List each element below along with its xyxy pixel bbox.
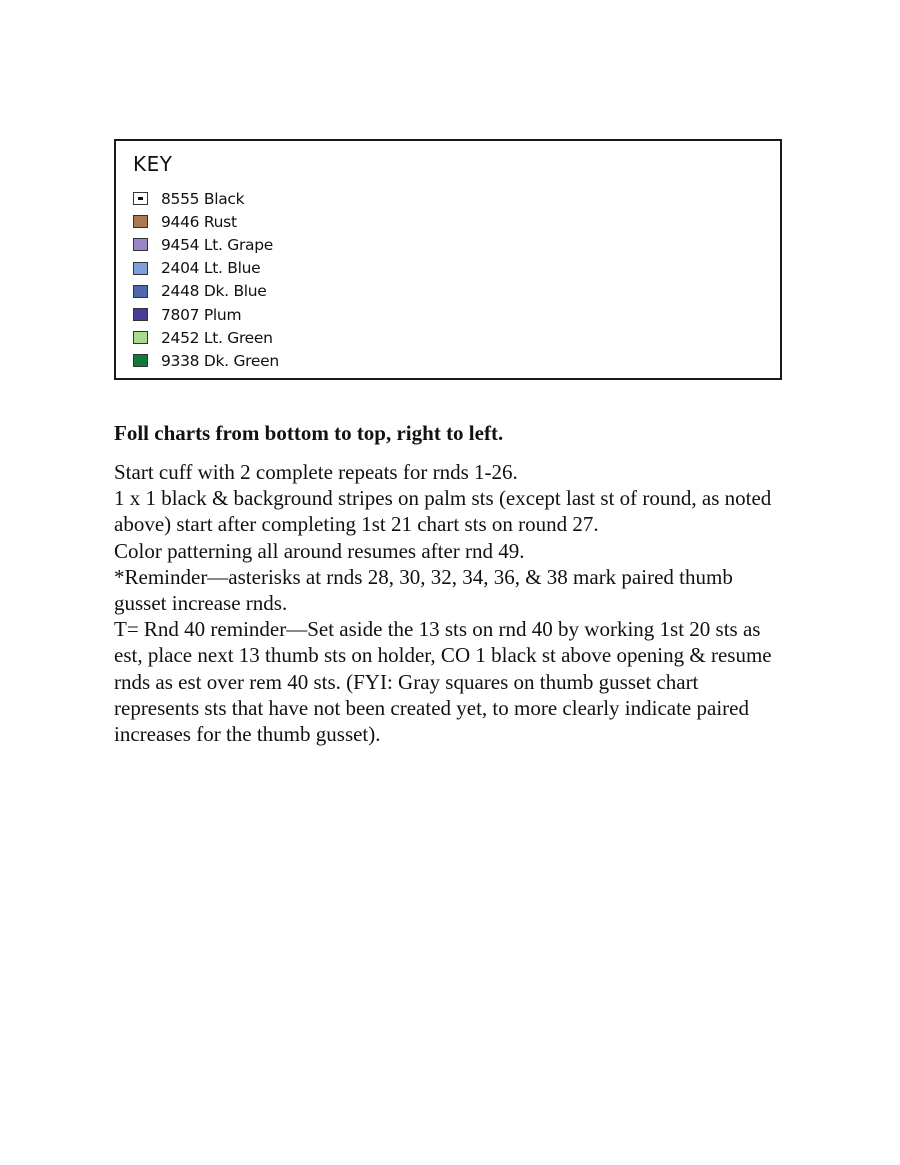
key-list xyxy=(133,187,279,373)
rust-swatch-icon xyxy=(133,215,148,228)
key-label: 2448 Dk. Blue xyxy=(161,282,267,301)
key-item-black xyxy=(133,187,279,210)
instruction-paragraph: Start cuff with 2 complete repeats for rnds 1-26. xyxy=(114,460,518,484)
lt-green-swatch-icon xyxy=(133,331,148,344)
instructions-heading: Foll charts from bottom to top, right to left. xyxy=(114,421,504,445)
plum-swatch-icon xyxy=(133,308,148,321)
dk-blue-swatch-icon xyxy=(133,285,148,298)
instruction-paragraph: 1 x 1 black & background stripes on palm sts (except last st of round, as noted above) start after completing 1st 21 chart sts on round 27. xyxy=(114,486,772,537)
key-item-lt-grape xyxy=(133,233,279,256)
key-title: KEY xyxy=(133,152,173,176)
key-label: 7807 Plum xyxy=(161,305,242,324)
key-label: 9446 Rust xyxy=(161,212,237,231)
dk-green-swatch-icon xyxy=(133,354,148,367)
key-item-dk-blue xyxy=(133,280,279,303)
key-label: 2404 Lt. Blue xyxy=(161,259,261,278)
color-key-box xyxy=(114,139,782,380)
instruction-paragraph: *Reminder—asterisks at rnds 28, 30, 32, 34, 36, & 38 mark paired thumb gusset increase rnds. xyxy=(114,564,733,616)
instructions-section xyxy=(114,420,784,747)
key-item-lt-blue xyxy=(133,257,279,280)
lt-grape-swatch-icon xyxy=(133,238,148,251)
key-label: 9454 Lt. Grape xyxy=(161,235,273,254)
instruction-paragraph: T= Rnd 40 reminder—Set aside the 13 sts on rnd 40 by working 1st 20 sts as est, place next 13 thumb sts on holder, CO 1 black st above opening & resume rnds as est over rem 40 sts. (FYI: Gray squares on thumb gusset chart represents sts that have not been created yet, to more clearly indicate paired increases for the thumb gusset). xyxy=(114,617,772,747)
key-label: 9338 Dk. Green xyxy=(161,351,279,370)
key-item-dk-green xyxy=(133,349,279,372)
instruction-paragraph: Color patterning all around resumes after rnd 49. xyxy=(114,538,525,563)
key-item-lt-green xyxy=(133,326,279,349)
key-label: 8555 Black xyxy=(161,189,245,208)
lt-blue-swatch-icon xyxy=(133,262,148,275)
black-swatch-icon xyxy=(133,192,148,205)
key-item-rust xyxy=(133,210,279,233)
key-item-plum xyxy=(133,303,279,326)
key-label: 2452 Lt. Green xyxy=(161,328,273,347)
